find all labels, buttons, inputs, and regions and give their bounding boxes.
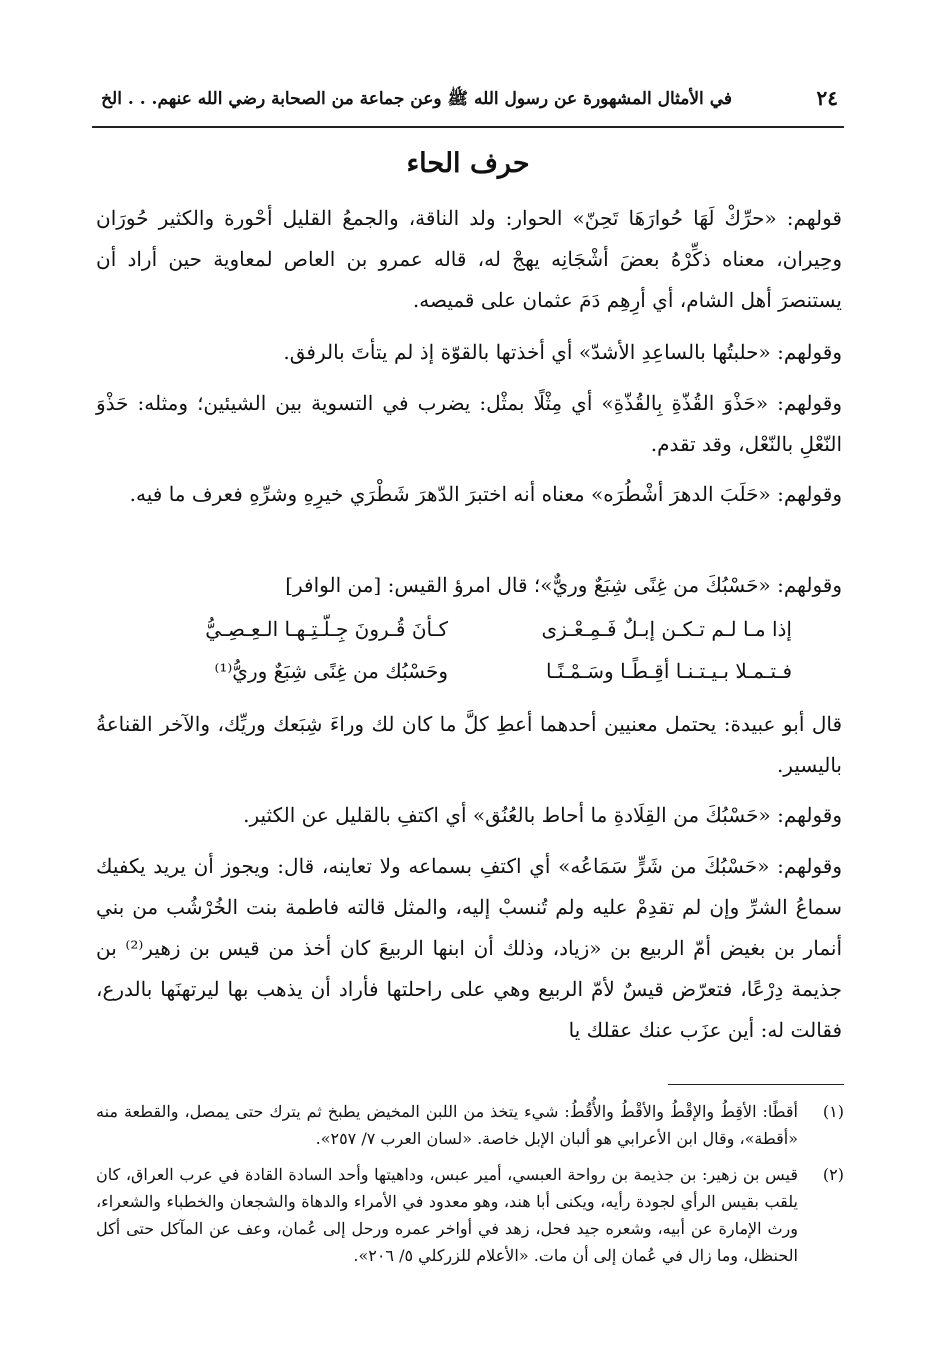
footnote-text: أقطًا: الأقِطُ والإقْطُ والأقْطُ والأُقُطُ: شيء يتخذ من اللبن المخيض يطبخ ثم يترك حتى يمصل، والقطعة منه «أقطة»، وقال ابن الأعرابي هو ألبان الإبل خاصة. «لسان العرب ٧/ ٢٥٧». <box>96 1102 798 1148</box>
verse-line-1-first-hemistich: إذا مـا لـم تـكـن إبـلٌ فَـمِـعْـزى <box>541 617 792 641</box>
paragraph: قال أبو عبيدة: يحتمل معنيين أحدهما أعطِ كلَّ ما كان لك وراءَ شِبَعك وريِّك، والآخر القناعةُ باليسير. <box>96 712 842 777</box>
footnote-number: (٢) <box>822 1165 844 1184</box>
footnote <box>96 1161 842 1269</box>
paragraph: وقولهم: «حَلَبَ الدهرَ أشْطُرَه» معناه أنه اختبرَ الدّهرَ شَطْرَي خيرِهِ وشرِّهِ فعرف ما فيه. <box>129 482 842 506</box>
footnote-text: قيس بن زهير: بن جذيمة بن رواحة العبسي، أمير عبس، وداهيتها وأحد السادة القادة في عرب العراق، كان يلقب بقيس الرأي لجودة رأيه، ويكنى أبا هند، وهو معدود في الأمراء والدهاة والشجعان والخطباء والشعراء، ورث الإمارة عن أبيه، وشعره جيد فحل، زهد في أواخر عمره ورحل إلى عُمان، وعف عن المآكل حتى أكل الحنظل، وما زال في عُمان إلى أن مات. «الأعلام للزركلي ٥/ ٢٠٦». <box>96 1165 799 1265</box>
verse-line-1-second-hemistich: كـأنَ قُـرونَ جِـلّـتِـهـا الـعِـصِـيُّ <box>205 617 448 641</box>
paragraph: وقولهم: «حَسْبُكَ من شَرٍّ سَمَاعُه» أي اكتفِ بسماعه ولا تعاينه، قال: ويجوز أن يريد يكفيك سماعُ الشرِّ وإن لم تقدِمْ عليه ولم تُنسبْ إليه، والمثل قالته فاطمة بنت الخُرْشُب من بني أنمار بن بغيض أمّ الربيع بن «زياد، وذلك أن ابنها الربيعَ كان أخذ من قيس بن زهير⁽²⁾ بن جذيمة دِرْعًا، فتعرّض قيسٌ لأمّ الربيع وهي على راحلتها فأراد أن يذهب بها ليرتهنَها بالدرع، فقالت له: أين عزَب عنك عقلك يا <box>96 854 842 1042</box>
chapter-title: حرف الحاء <box>406 148 530 179</box>
running-header <box>92 82 844 128</box>
page-number: ٢٤ <box>816 86 838 110</box>
paragraph: وقولهم: «حلبتُها بالساعِدِ الأشدّ» أي أخذتها بالقوّة إذ لم يتأتَ بالرفق. <box>283 340 842 364</box>
footnote-number: (١) <box>822 1102 844 1121</box>
paragraph: وقولهم: «حَذْوَ القُذّةِ بِالقُذّةِ» أي مِثْلًا بمثْل: يضرب في التسوية بين الشيئين؛ ومثله: حَذْوَ النّعْلِ بالنّعْل، وقد تقدم. <box>96 391 842 456</box>
verse-line-2-first-hemistich: فـتـمـلا بـيـتـنـا أقِـطًـا وسَـمْـنًـا <box>546 659 792 683</box>
footnote <box>96 1098 842 1152</box>
paragraph: قولهم: «حرِّكْ لَهَا حُوارَهَا تَحِنّ» الحوار: ولد الناقة، والجمعُ القليل أحْورة والكثير حُورَان وحِيران، معناه ذكِّرْهُ بعضَ أشْجَانِه يهجْ له، قاله عمرو بن العاص لمعاوية حين أراد أن يستنصرَ أهل الشام، أي أرِهِم دَمَ عثمان على قميصه. <box>96 206 842 312</box>
paragraph: وقولهم: «حَسْبُكَ من غِنًى شِبَعٌ وريٌّ»؛ قال امرؤ القيس: [من الوافر] <box>285 573 842 597</box>
running-title: في الأمثال المشهورة عن رسول الله ﷺ وعن جماعة من الصحابة رضي الله عنهم. . . الخ <box>101 89 732 109</box>
paragraph: وقولهم: «حَسْبُكَ من القِلَادةِ ما أحاط بالعُنُق» أي اكتفِ بالقليل عن الكثير. <box>243 803 842 827</box>
footnote-separator <box>668 1084 844 1085</box>
verse-line-2-second-hemistich: وحَسْبُك من غِنًى شِبَعٌ وريُّ⁽¹⁾ <box>214 659 448 683</box>
